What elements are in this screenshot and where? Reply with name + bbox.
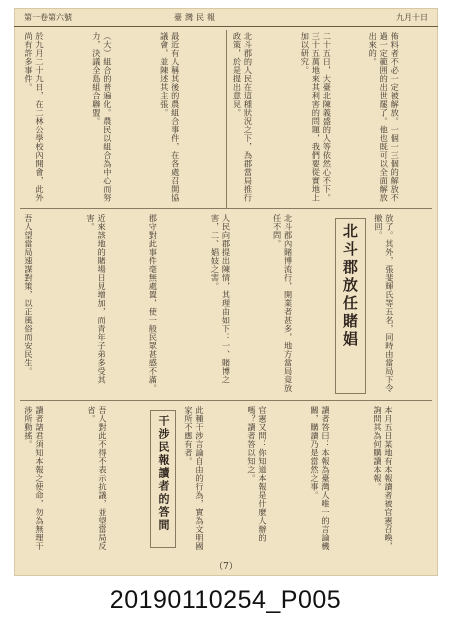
text-column: 吾人望當局速謀對策，以正風俗而安民生。	[23, 214, 34, 376]
page-number: （7）	[214, 562, 238, 572]
text-column: 二十五日，大臺北陳義盛的人等依然心不下。三十五萬地來其利害的問題，我們要從實地上加以研究。	[300, 32, 333, 202]
page-header	[14, 8, 438, 27]
newspaper-page	[14, 8, 438, 576]
text-column: 最近有人稱其後的農組合事件，在各處召開協議會，並陳述其主張。	[159, 32, 181, 202]
article-row-1	[20, 30, 432, 209]
text-column: 郡守對此事件毫無處置，使一般民眾甚感不滿。	[148, 214, 159, 393]
image-caption: 20190110254_P005	[109, 586, 342, 614]
column-divider	[226, 30, 227, 208]
text-column: 人民向郡提出陳情，其理由如下：一、賭博之害，二、娼妓之害。	[210, 214, 232, 384]
text-column: （大）組合的普遍化。農民以組合為中心而努力，決議全島組合聯盟。	[91, 32, 113, 202]
text-column: 此種干涉言論自由的行為，實為文明國家所不應有者。	[184, 406, 205, 551]
text-column: 北斗郡內賭博流行，開業者甚多，地方當局竟放任不問。	[272, 214, 294, 393]
text-column: 近來該地的賭場日見增加，而青年子弟多受其害。	[86, 214, 108, 384]
header-issue: 第一卷第六號	[24, 13, 72, 22]
text-column: 讀者答曰：本報為臺灣人唯一的言論機關，購讀乃是當然之事。	[310, 406, 331, 551]
article-row-3	[20, 404, 432, 554]
header-date: 九月十日	[396, 13, 428, 22]
text-column: 讀者諸君須知本報之使命，勿為無理干涉所動搖。	[24, 406, 45, 551]
text-column: 佈料者不必一定被解放。一個一三個的解放不過一定範囲的出世罷了。他也既可以全面解放出來的。	[368, 32, 401, 202]
text-column: 官憲又問：你知道本報是什麼人辦的嗎？讀者答以知之。	[247, 406, 268, 542]
article-headline: 北斗郡放任賭娼	[335, 218, 366, 394]
text-column: 北斗郡的人民在這種狀況之下，為郡當局推行政策，於是提出意見。	[232, 32, 254, 202]
text-column: 吾人對此不得不表示抗議，並望當局反省。	[87, 406, 108, 551]
text-column: 於九月二十九日，在二林公學校內開會，此外尚有許多事件。	[24, 32, 46, 202]
page-body	[20, 30, 432, 552]
header-title: 臺灣民報	[174, 13, 218, 22]
article-headline: 干涉民報讀者的答間	[150, 410, 176, 548]
article-row-2	[20, 212, 432, 401]
text-column: 本月五日某地有本報讀者被官憲召喚，詢問其為何購讀本報。	[373, 406, 394, 551]
text-column: 放了。其外，張斐輝氏等五名，同時由當局下令撤回。	[373, 214, 395, 393]
